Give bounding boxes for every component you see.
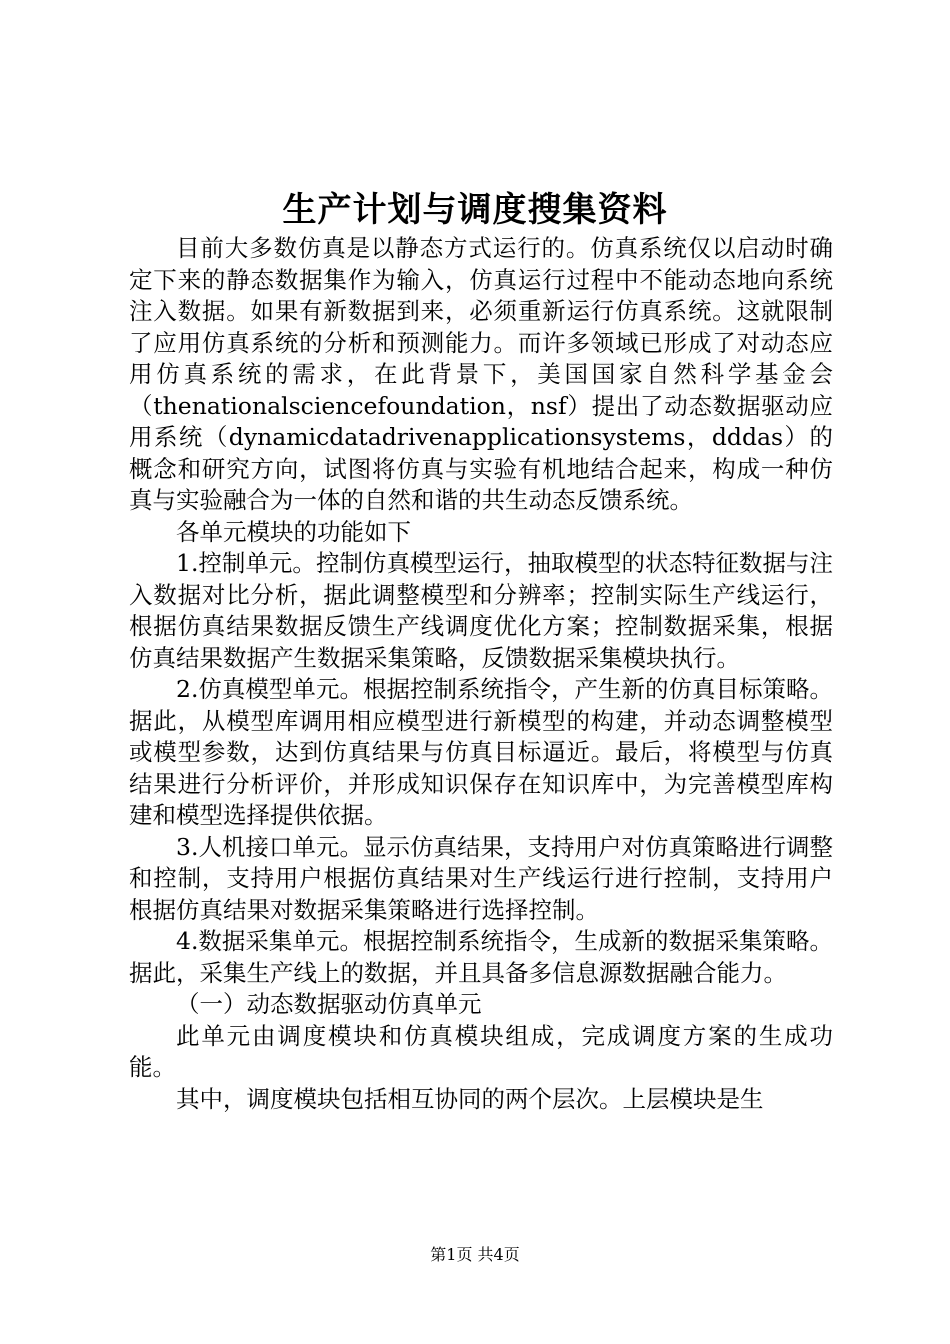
document-title: 生产计划与调度搜集资料 <box>282 190 668 230</box>
paragraph-intro: 目前大多数仿真是以静态方式运行的。仿真系统仅以启动时确定下来的静态数据集作为输入，仿真运行过程中不能动态地向系统注入数据。如果有新数据到来，必须重新运行仿真系统。这就限制了应用仿真系统的分析和预测能力。而许多领域已形成了对动态应用仿真系统的需求，在此背景下，美国国家自然科学基金会（thenationalsciencefoundation，nsf）提出了动态数据驱动应用系统（dynamicdatadrivenapplicationsystems，dddas）的概念和研究方向，试图将仿真与实验有机地结合起来，构成一种仿真与实验融合为一体的自然和谐的共生动态反馈系统。 <box>129 234 833 514</box>
paragraph-simulation-model-unit: 2.仿真模型单元。根据控制系统指令，产生新的仿真目标策略。据此，从模型库调用相应模型进行新模型的构建，并动态调整模型或模型参数，达到仿真结果与仿真目标逼近。最后，将模型与仿真结果进行分析评价，并形成知识保存在知识库中，为完善模型库构建和模型选择提供依据。 <box>129 675 833 829</box>
paragraph-unit-composition: 此单元由调度模块和仿真模块组成，完成调度方案的生成功能。 <box>129 1021 833 1081</box>
paragraph-data-acquisition-unit: 4.数据采集单元。根据控制系统指令，生成新的数据采集策略。据此，采集生产线上的数据，并且具备多信息源数据融合能力。 <box>129 927 833 987</box>
page-number-footer: 第1页 共4页 <box>430 1245 520 1264</box>
paragraph-modules-heading: 各单元模块的功能如下 <box>176 517 411 546</box>
paragraph-hmi-unit: 3.人机接口单元。显示仿真结果，支持用户对仿真策略进行调整和控制，支持用户根据仿真结果对生产线运行进行控制，支持用户根据仿真结果对数据采集策略进行选择控制。 <box>129 832 833 924</box>
document-body <box>129 233 833 1115</box>
paragraph-control-unit: 1.控制单元。控制仿真模型运行，抽取模型的状态特征数据与注入数据对比分析，据此调整模型和分辨率；控制实际生产线运行，根据仿真结果数据反馈生产线调度优化方案；控制数据采集，根据仿真结果数据产生数据采集策略，反馈数据采集模块执行。 <box>129 549 833 672</box>
section-heading-dynamic-simulation: （一）动态数据驱动仿真单元 <box>176 990 482 1018</box>
paragraph-scheduling-module: 其中，调度模块包括相互协同的两个层次。上层模块是生 <box>176 1084 764 1113</box>
